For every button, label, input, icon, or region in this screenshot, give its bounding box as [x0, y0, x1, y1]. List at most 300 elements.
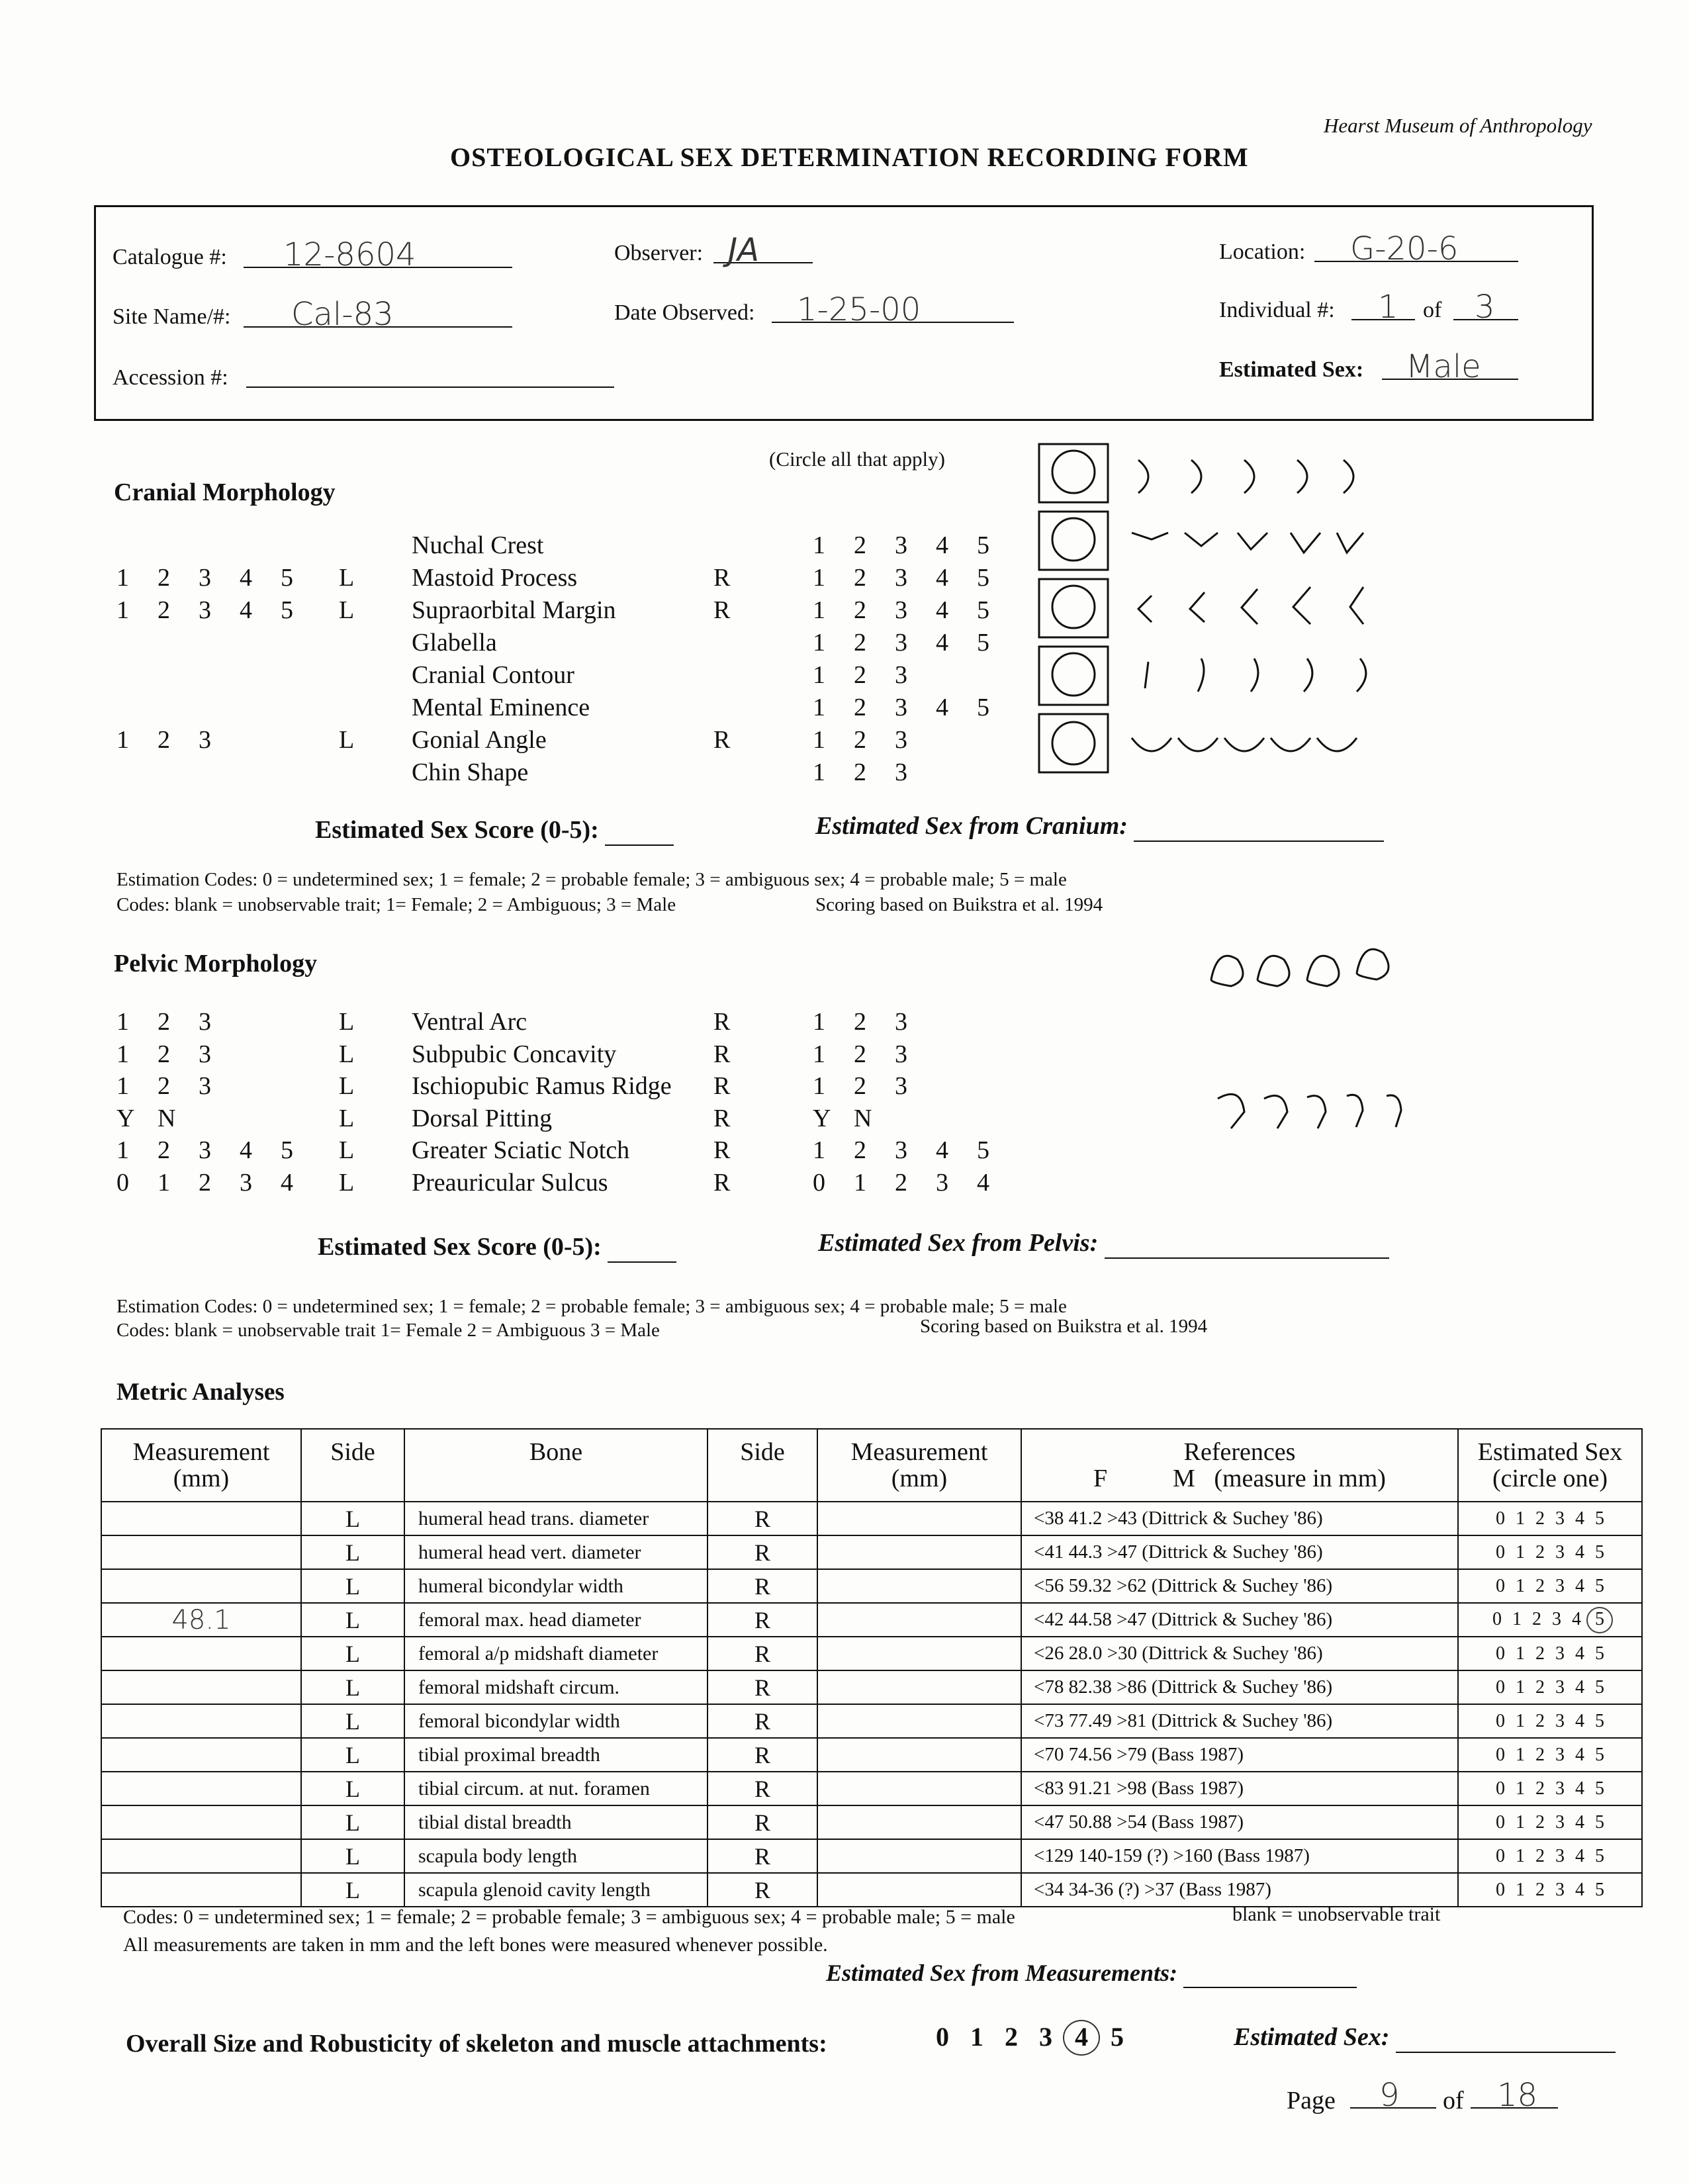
side2-cell: R [708, 1569, 817, 1603]
pelvic-scoring-ref: Scoring based on Buikstra et al. 1994 [920, 1316, 1208, 1337]
side2-cell: R [708, 1502, 817, 1535]
measurement2-cell[interactable] [817, 1603, 1021, 1637]
score-option[interactable]: 0 [1496, 1879, 1505, 1900]
page-total-field[interactable] [1471, 2077, 1558, 2114]
pelvic-right-side-4: R [713, 1136, 731, 1164]
measurement2-cell[interactable] [817, 1704, 1021, 1738]
location-value: G-20-6 [1350, 230, 1459, 267]
overall-score-option[interactable]: 2 [1005, 2022, 1018, 2052]
reference-cell: <129 140-159 (?) >160 (Bass 1987) [1021, 1839, 1458, 1873]
individual-total: 3 [1475, 289, 1495, 326]
measurement-cell[interactable] [101, 1535, 301, 1569]
estimated-sex-value: Male [1406, 348, 1481, 385]
side-cell: L [301, 1839, 404, 1873]
reference-cell: <83 91.21 >98 (Bass 1987) [1021, 1772, 1458, 1805]
score-option[interactable]: 2 [1535, 1508, 1545, 1529]
pelvic-score-label: Estimated Sex Score (0-5): [318, 1232, 676, 1263]
score-option[interactable]: 1 [1512, 1608, 1522, 1629]
estimated-sex-field[interactable] [1382, 348, 1518, 385]
measurement2-cell[interactable] [817, 1637, 1021, 1670]
score-option[interactable]: 0 [1496, 1811, 1505, 1833]
table-row [101, 1535, 1642, 1569]
pelvic-trait-name-1: Subpubic Concavity [412, 1040, 617, 1068]
col-side2: Side [708, 1429, 817, 1502]
bone-cell: scapula body length [404, 1839, 708, 1873]
measurement2-cell[interactable] [817, 1569, 1021, 1603]
measurement2-cell[interactable] [817, 1839, 1021, 1873]
measurements-from-field[interactable] [1183, 1959, 1357, 1988]
individual-value: 1 [1378, 289, 1398, 326]
score-option[interactable]: 1 [1516, 1676, 1525, 1698]
measurement-cell[interactable] [101, 1637, 301, 1670]
form-title: OSTEOLOGICAL SEX DETERMINATION RECORDING FORM [450, 142, 1249, 172]
side2-cell: R [708, 1603, 817, 1637]
score-option[interactable]: 3 [1555, 1710, 1565, 1731]
side-cell: L [301, 1637, 404, 1670]
bone-cell: femoral midshaft circum. [404, 1670, 708, 1704]
side2-cell: R [708, 1535, 817, 1569]
sex-score-cell[interactable] [1458, 1873, 1642, 1907]
pelvic-left-side-0: L [339, 1008, 355, 1036]
pelvic-trait-name-4: Greater Sciatic Notch [412, 1136, 630, 1164]
score-option[interactable]: 2 [1535, 1879, 1545, 1900]
observer-field[interactable] [713, 232, 813, 269]
score-option[interactable]: 4 [1572, 1608, 1581, 1629]
score-option[interactable]: 1 [1516, 1845, 1525, 1866]
score-option[interactable]: 2 [1535, 1778, 1545, 1799]
pelvic-left-score-5[interactable]: 0 1 2 3 4 [116, 1168, 293, 1197]
museum-name: Hearst Museum of Anthropology [1324, 114, 1592, 137]
cranial-left-score-6[interactable]: 1 2 3 [116, 726, 211, 754]
table-row [101, 1738, 1642, 1772]
score-option[interactable]: 4 [1575, 1744, 1584, 1765]
cranial-left-side-2: L [339, 596, 355, 624]
page-total: 18 [1497, 2077, 1538, 2114]
pelvic-right-score-1[interactable]: 1 2 3 [813, 1040, 907, 1068]
side-cell: L [301, 1670, 404, 1704]
pelvic-codes: Codes: blank = unobservable trait 1= Female 2 = Ambiguous 3 = Male [116, 1320, 660, 1341]
pelvic-left-side-5: L [339, 1168, 355, 1197]
score-option[interactable]: 1 [1516, 1541, 1525, 1563]
score-option[interactable]: 3 [1555, 1575, 1565, 1596]
side-cell: L [301, 1873, 404, 1907]
pelvic-estimation-codes: Estimation Codes: 0 = undetermined sex; 1 = female; 2 = probable female; 3 = ambiguous sex; 4 = probable male; 5 = male [116, 1296, 1067, 1317]
cranial-score-label: Estimated Sex Score (0-5): [315, 815, 674, 846]
date-label: Date Observed: [614, 300, 755, 325]
score-option[interactable]: 3 [1555, 1879, 1565, 1900]
overall-score-option[interactable]: 1 [970, 2022, 983, 2052]
sex-score-cell[interactable] [1458, 1670, 1642, 1704]
cranial-right-score-7[interactable]: 1 2 3 [813, 758, 907, 786]
measurement-cell[interactable] [101, 1738, 301, 1772]
measurement2-cell[interactable] [817, 1502, 1021, 1535]
score-option[interactable]: 5 [1586, 1607, 1613, 1633]
measurement-cell[interactable] [101, 1569, 301, 1603]
score-option[interactable]: 1 [1516, 1643, 1525, 1664]
score-option[interactable]: 5 [1595, 1575, 1604, 1596]
sex-score-cell[interactable] [1458, 1805, 1642, 1839]
pelvic-trait-diagrams [1198, 920, 1449, 1171]
reference-cell: <73 77.49 >81 (Dittrick & Suchey '86) [1021, 1704, 1458, 1738]
pelvic-from-field[interactable] [1105, 1228, 1389, 1259]
score-option[interactable]: 3 [1552, 1608, 1561, 1629]
cranial-score-field[interactable] [605, 815, 674, 846]
location-field[interactable] [1314, 230, 1518, 267]
score-option[interactable]: 4 [1575, 1508, 1584, 1529]
cranial-trait-name-5: Mental Eminence [412, 694, 590, 721]
side2-cell: R [708, 1670, 817, 1704]
reference-cell: <26 28.0 >30 (Dittrick & Suchey '86) [1021, 1637, 1458, 1670]
page-label: Page [1287, 2087, 1336, 2115]
pelvic-right-side-0: R [713, 1008, 731, 1036]
score-option[interactable]: 5 [1595, 1811, 1604, 1833]
side-cell: L [301, 1535, 404, 1569]
score-option[interactable]: 1 [1516, 1778, 1525, 1799]
pelvic-left-score-4[interactable]: 1 2 3 4 5 [116, 1136, 293, 1164]
metric-blank-code: blank = unobservable trait [1232, 1903, 1441, 1925]
individual-field[interactable] [1351, 289, 1415, 326]
score-option[interactable]: 3 [1555, 1811, 1565, 1833]
cranial-left-side-6: L [339, 726, 355, 754]
measurement-cell[interactable] [101, 1502, 301, 1535]
sex-score-cell[interactable] [1458, 1839, 1642, 1873]
side2-cell: R [708, 1738, 817, 1772]
individual-of-label: of [1423, 298, 1442, 322]
pelvic-score-field[interactable] [608, 1232, 676, 1263]
score-option[interactable]: 5 [1595, 1845, 1604, 1866]
cranial-right-score-6[interactable]: 1 2 3 [813, 726, 907, 754]
pelvic-right-side-3: R [713, 1104, 731, 1132]
cranial-right-side-1: R [713, 564, 731, 592]
cranial-trait-name-7: Chin Shape [412, 758, 529, 786]
side2-cell: R [708, 1839, 817, 1873]
score-option[interactable]: 2 [1535, 1710, 1545, 1731]
measurement-cell[interactable] [101, 1805, 301, 1839]
measurement-cell[interactable] [101, 1704, 301, 1738]
measurement2-cell[interactable] [817, 1670, 1021, 1704]
pelvic-trait-name-5: Preauricular Sulcus [412, 1168, 608, 1197]
bone-cell: humeral head vert. diameter [404, 1535, 708, 1569]
score-option[interactable]: 5 [1595, 1744, 1604, 1765]
score-option[interactable]: 2 [1535, 1811, 1545, 1833]
cranial-right-side-2: R [713, 596, 731, 624]
side-cell: L [301, 1805, 404, 1839]
measurement2-cell[interactable] [817, 1805, 1021, 1839]
reference-cell: <70 74.56 >79 (Bass 1987) [1021, 1738, 1458, 1772]
pelvic-trait-name-3: Dorsal Pitting [412, 1104, 553, 1132]
metric-table [101, 1428, 1643, 1907]
metric-codes: Codes: 0 = undetermined sex; 1 = female; 2 = probable female; 3 = ambiguous sex; 4 = probable male; 5 = male [123, 1906, 1015, 1928]
pelvic-from-label: Estimated Sex from Pelvis: [818, 1228, 1389, 1259]
catalogue-label: Catalogue #: [113, 245, 227, 269]
page-value: 9 [1379, 2077, 1400, 2114]
catalogue-field[interactable] [244, 236, 512, 273]
cranial-trait-name-3: Glabella [412, 629, 497, 657]
sex-score-cell[interactable] [1458, 1569, 1642, 1603]
score-option[interactable]: 2 [1535, 1575, 1545, 1596]
score-option[interactable]: 4 [1575, 1710, 1584, 1731]
score-option[interactable]: 2 [1532, 1608, 1541, 1629]
score-option[interactable]: 5 [1595, 1710, 1604, 1731]
score-option[interactable]: 3 [1555, 1541, 1565, 1563]
score-option[interactable]: 0 [1496, 1508, 1505, 1529]
reference-cell: <56 59.32 >62 (Dittrick & Suchey '86) [1021, 1569, 1458, 1603]
score-option[interactable]: 5 [1595, 1879, 1604, 1900]
accession-label: Accession #: [113, 365, 228, 390]
sex-score-cell[interactable] [1458, 1502, 1642, 1535]
score-option[interactable]: 4 [1575, 1879, 1584, 1900]
sex-score-cell[interactable] [1458, 1603, 1642, 1637]
sex-score-cell[interactable] [1458, 1704, 1642, 1738]
score-option[interactable]: 3 [1555, 1744, 1565, 1765]
score-option[interactable]: 5 [1595, 1643, 1604, 1664]
col-estimated-sex: Estimated Sex (circle one) [1458, 1429, 1642, 1502]
pelvic-left-score-3[interactable]: Y N [116, 1104, 176, 1132]
cranial-trait-name-6: Gonial Angle [412, 726, 547, 754]
bone-cell: femoral a/p midshaft diameter [404, 1637, 708, 1670]
score-option[interactable]: 4 [1575, 1676, 1584, 1698]
cranial-left-score-2[interactable]: 1 2 3 4 5 [116, 596, 293, 624]
reference-cell: <78 82.38 >86 (Dittrick & Suchey '86) [1021, 1670, 1458, 1704]
reference-cell: <34 34-36 (?) >37 (Bass 1987) [1021, 1873, 1458, 1907]
pelvic-heading: Pelvic Morphology [114, 950, 318, 978]
measurement2-cell[interactable] [817, 1873, 1021, 1907]
cranial-right-score-5[interactable]: 1 2 3 4 5 [813, 694, 989, 721]
cranial-trait-name-0: Nuchal Crest [412, 531, 544, 559]
col-measurement2: Measurement (mm) [817, 1429, 1021, 1502]
sex-score-cell[interactable] [1458, 1637, 1642, 1670]
measurement2-cell[interactable] [817, 1535, 1021, 1569]
pelvic-right-side-1: R [713, 1040, 731, 1068]
pelvic-trait-name-0: Ventral Arc [412, 1008, 527, 1036]
table-row [101, 1569, 1642, 1603]
table-row [101, 1670, 1642, 1704]
score-option[interactable]: 4 [1575, 1575, 1584, 1596]
overall-score-option[interactable]: 3 [1039, 2022, 1052, 2052]
page-of-label: of [1443, 2087, 1464, 2115]
score-option[interactable]: 5 [1595, 1676, 1604, 1698]
score-option[interactable]: 5 [1595, 1778, 1604, 1799]
table-row [101, 1704, 1642, 1738]
table-row [101, 1637, 1642, 1670]
side2-cell: R [708, 1772, 817, 1805]
score-option[interactable]: 0 [1496, 1744, 1505, 1765]
measurement-cell[interactable]: 48.1 [101, 1603, 301, 1637]
table-row [101, 1839, 1642, 1873]
score-option[interactable]: 4 [1575, 1778, 1584, 1799]
metric-heading: Metric Analyses [116, 1379, 285, 1406]
col-side: Side [301, 1429, 404, 1502]
score-option[interactable]: 0 [1496, 1575, 1505, 1596]
cranial-right-score-4[interactable]: 1 2 3 [813, 661, 907, 689]
pelvic-right-score-2[interactable]: 1 2 3 [813, 1072, 907, 1100]
score-option[interactable]: 1 [1516, 1811, 1525, 1833]
side2-cell: R [708, 1873, 817, 1907]
score-option[interactable]: 0 [1496, 1845, 1505, 1866]
cranial-right-score-2[interactable]: 1 2 3 4 5 [813, 596, 989, 624]
circle-note: (Circle all that apply) [769, 447, 945, 471]
score-option[interactable]: 1 [1516, 1508, 1525, 1529]
estimated-sex-label: Estimated Sex: [1219, 357, 1364, 382]
metric-note: All measurements are taken in mm and the left bones were measured whenever possible. [123, 1934, 828, 1956]
score-option[interactable]: 5 [1595, 1508, 1604, 1529]
measurement2-cell[interactable] [817, 1772, 1021, 1805]
bone-cell: femoral max. head diameter [404, 1603, 708, 1637]
score-option[interactable]: 0 [1496, 1778, 1505, 1799]
score-option[interactable]: 3 [1555, 1643, 1565, 1664]
sex-score-cell[interactable] [1458, 1535, 1642, 1569]
date-field[interactable] [772, 291, 1014, 328]
score-option[interactable]: 0 [1496, 1541, 1505, 1563]
cranial-estimation-codes: Estimation Codes: 0 = undetermined sex; 1 = female; 2 = probable female; 3 = ambiguous sex; 4 = probable male; 5 = male [116, 869, 1067, 890]
side-cell: L [301, 1738, 404, 1772]
overall-score-option[interactable]: 4 [1063, 2020, 1100, 2056]
score-option[interactable]: 0 [1496, 1676, 1505, 1698]
cranial-trait-name-4: Cranial Contour [412, 661, 574, 689]
bone-cell: scapula glenoid cavity length [404, 1873, 708, 1907]
overall-est-field[interactable] [1396, 2023, 1616, 2053]
pelvic-right-score-4[interactable]: 1 2 3 4 5 [813, 1136, 989, 1164]
cranial-trait-diagrams [1032, 433, 1377, 791]
bone-cell: humeral head trans. diameter [404, 1502, 708, 1535]
reference-cell: <41 44.3 >47 (Dittrick & Suchey '86) [1021, 1535, 1458, 1569]
greater-sciatic-notch-diagram [1218, 1094, 1401, 1128]
score-option[interactable]: 3 [1555, 1845, 1565, 1866]
bone-cell: tibial circum. at nut. foramen [404, 1772, 708, 1805]
table-row [101, 1805, 1642, 1839]
individual-total-field[interactable] [1453, 289, 1518, 326]
overall-scale[interactable] [925, 2020, 1134, 2056]
reference-cell: <38 41.2 >43 (Dittrick & Suchey '86) [1021, 1502, 1458, 1535]
overall-label: Overall Size and Robusticity of skeleton and muscle attachments: [126, 2030, 827, 2058]
side2-cell: R [708, 1637, 817, 1670]
score-option[interactable]: 1 [1516, 1879, 1525, 1900]
preauricular-sulcus-diagram [1211, 949, 1389, 986]
site-value: Cal-83 [291, 296, 394, 333]
score-option[interactable]: 4 [1575, 1541, 1584, 1563]
site-field[interactable] [244, 296, 512, 333]
pelvic-right-score-0[interactable]: 1 2 3 [813, 1008, 907, 1036]
score-option[interactable]: 2 [1535, 1744, 1545, 1765]
score-option[interactable]: 3 [1555, 1778, 1565, 1799]
cranial-from-label: Estimated Sex from Cranium: [815, 811, 1384, 842]
pelvic-right-side-2: R [713, 1072, 731, 1100]
score-option[interactable]: 0 [1496, 1643, 1505, 1664]
pelvic-left-side-4: L [339, 1136, 355, 1164]
measurement-cell[interactable] [101, 1873, 301, 1907]
measurements-from-label: Estimated Sex from Measurements: [826, 1959, 1357, 1988]
side-cell: L [301, 1772, 404, 1805]
measurement2-cell[interactable] [817, 1738, 1021, 1772]
side-cell: L [301, 1569, 404, 1603]
score-option[interactable]: 4 [1575, 1811, 1584, 1833]
overall-score-option[interactable]: 5 [1111, 2022, 1124, 2052]
bone-cell: femoral bicondylar width [404, 1704, 708, 1738]
side-cell: L [301, 1603, 404, 1637]
score-option[interactable]: 2 [1535, 1643, 1545, 1664]
date-value: 1-25-00 [797, 291, 921, 328]
pelvic-left-side-2: L [339, 1072, 355, 1100]
sex-score-cell[interactable] [1458, 1772, 1642, 1805]
col-references: References F M (measure in mm) [1021, 1429, 1458, 1502]
pelvic-left-score-1[interactable]: 1 2 3 [116, 1040, 211, 1068]
cranial-left-side-1: L [339, 564, 355, 592]
pelvic-right-score-5[interactable]: 0 1 2 3 4 [813, 1168, 989, 1197]
bone-cell: tibial proximal breadth [404, 1738, 708, 1772]
score-option[interactable]: 2 [1535, 1676, 1545, 1698]
pelvic-right-side-5: R [713, 1168, 731, 1197]
score-option[interactable]: 2 [1535, 1845, 1545, 1866]
individual-label: Individual #: [1219, 298, 1335, 322]
sex-score-cell[interactable] [1458, 1738, 1642, 1772]
page-field[interactable] [1350, 2077, 1436, 2114]
cranial-codes: Codes: blank = unobservable trait; 1= Female; 2 = Ambiguous; 3 = Male [116, 894, 676, 915]
score-option[interactable]: 0 [1492, 1608, 1502, 1629]
table-row [101, 1603, 1642, 1637]
observer-value: JA [728, 232, 759, 269]
cranial-right-score-3[interactable]: 1 2 3 4 5 [813, 629, 989, 657]
score-option[interactable]: 1 [1516, 1744, 1525, 1765]
pelvic-left-score-0[interactable]: 1 2 3 [116, 1008, 211, 1036]
reference-cell: <42 44.58 >47 (Dittrick & Suchey '86) [1021, 1603, 1458, 1637]
score-option[interactable]: 1 [1516, 1710, 1525, 1731]
side2-cell: R [708, 1805, 817, 1839]
score-option[interactable]: 3 [1555, 1676, 1565, 1698]
bone-cell: tibial distal breadth [404, 1805, 708, 1839]
bone-cell: humeral bicondylar width [404, 1569, 708, 1603]
side2-cell: R [708, 1704, 817, 1738]
score-option[interactable]: 4 [1575, 1643, 1584, 1664]
pelvic-left-side-3: L [339, 1104, 355, 1132]
pelvic-left-score-2[interactable]: 1 2 3 [116, 1072, 211, 1100]
overall-est-label: Estimated Sex: [1234, 2023, 1616, 2053]
reference-cell: <47 50.88 >54 (Bass 1987) [1021, 1805, 1458, 1839]
cranial-from-field[interactable] [1134, 811, 1384, 842]
observer-label: Observer: [614, 241, 704, 265]
score-option[interactable]: 1 [1516, 1575, 1525, 1596]
cranial-heading: Cranial Morphology [114, 478, 336, 506]
cranial-right-side-6: R [713, 726, 731, 754]
cranial-trait-name-1: Mastoid Process [412, 564, 578, 592]
score-option[interactable]: 0 [1496, 1710, 1505, 1731]
pelvic-left-side-1: L [339, 1040, 355, 1068]
overall-score-option[interactable]: 0 [936, 2022, 949, 2052]
measurement-cell[interactable] [101, 1772, 301, 1805]
cranial-right-score-1[interactable]: 1 2 3 4 5 [813, 564, 989, 592]
score-option[interactable]: 3 [1555, 1508, 1565, 1529]
table-row [101, 1873, 1642, 1907]
pelvic-right-score-3[interactable]: Y N [813, 1104, 872, 1132]
measurement-cell[interactable] [101, 1670, 301, 1704]
col-bone: Bone [404, 1429, 708, 1502]
table-row [101, 1502, 1642, 1535]
score-option[interactable]: 4 [1575, 1845, 1584, 1866]
table-row [101, 1772, 1642, 1805]
location-label: Location: [1219, 240, 1306, 264]
cranial-trait-name-2: Supraorbital Margin [412, 596, 616, 624]
col-measurement: Measurement (mm) [101, 1429, 301, 1502]
score-option[interactable]: 5 [1595, 1541, 1604, 1563]
cranial-right-score-0[interactable]: 1 2 3 4 5 [813, 531, 989, 559]
measurement-cell[interactable] [101, 1839, 301, 1873]
accession-field[interactable] [246, 360, 614, 388]
cranial-left-score-1[interactable]: 1 2 3 4 5 [116, 564, 293, 592]
pelvic-trait-name-2: Ischiopubic Ramus Ridge [412, 1072, 672, 1100]
site-label: Site Name/#: [113, 304, 231, 329]
score-option[interactable]: 2 [1535, 1541, 1545, 1563]
catalogue-value: 12-8604 [283, 236, 416, 273]
side-cell: L [301, 1502, 404, 1535]
